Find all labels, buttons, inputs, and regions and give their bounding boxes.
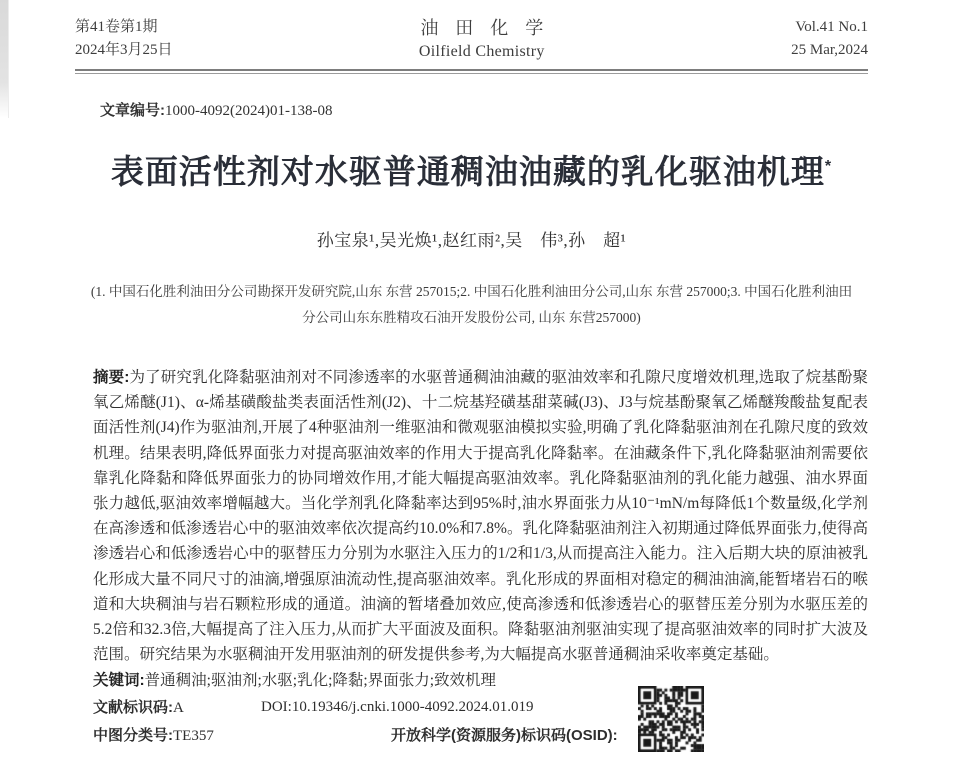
osid-label: 开放科学(资源服务)标识码(OSID): <box>391 727 618 745</box>
journal-vol-en: Vol.41 No.1 <box>795 19 868 35</box>
abstract-text: 为了研究乳化降黏驱油剂对不同渗透率的水驱普通稠油油藏的驱油效率和孔隙尺度增效机理,选取了烷基酚聚氧乙烯醚(J1)、α-烯基磺酸盐类表面活性剂(J2)、十二烷基羟磺基甜菜碱(J3)、J3与烷基酚聚氧乙烯醚羧酸盐复配表面活性剂(J4)作为驱油剂,开展了4种驱油剂一维驱油和微观驱油模拟实验,明确了乳化降黏驱油剂在孔隙尺度的致效机理。结果表明,降低界面张力对提高驱油效率的作用大于提高乳化降黏率。在油藏条件下,乳化降黏驱油剂需要依靠乳化降黏和降低界面张力的协同增效作用,才能大幅提高驱油效率。乳化降黏驱油剂的乳化能力越强、油水界面张力越低,驱油效率增幅越大。当化学剂乳化降黏率达到95%时,油水界面张力从10⁻¹mN/m每降低1个数量级,化学剂在高渗透和低渗透岩心中的驱油效率依次提高约10.0%和7.8%。乳化降黏驱油剂注入初期通过降低界面张力,使得高渗透岩心和低渗透岩心中的驱替压力分别为水驱注入压力的1/2和1/3,从而提高注入能力。注入后期大块的原油被乳化形成大量不同尺寸的油滴,增强原油流动性,提高驱油效率。乳化形成的界面相对稳定的稠油油滴,能暂堵岩石的喉道和大块稠油与岩石颗粒形成的通道。油滴的暂堵叠加效应,使高渗透和低渗透岩心的驱替压差分别为水驱压差的5.2倍和32.3倍,大幅提高了注入压力,从而扩大平面波及面积。降黏驱油剂驱油实现了提高驱油效率的同时扩大波及范围。研究结果为水驱稠油开发用驱油剂的研发提供参考,为大幅提高水驱普通稠油采收率奠定基础。 <box>93 369 868 664</box>
journal-date-cn: 2024年3月25日 <box>75 42 173 58</box>
keywords-text: 普通稠油;驱油剂;水驱;乳化;降黏;界面张力;致效机理 <box>144 672 497 690</box>
clc-label: 中图分类号: <box>93 727 173 745</box>
affiliation-line-1: (1. 中国石化胜利油田分公司勘探开发研究院,山东 东营 257015;2. 中国石化胜利油田分公司,山东 东营 257000;3. 中国石化胜利油田 <box>90 284 853 299</box>
clc-value: TE357 <box>173 728 214 745</box>
author-line: 孙宝泉¹,吴光焕¹,赵红雨²,吴 伟³,孙 超¹ <box>316 231 627 250</box>
journal-title-block <box>403 16 560 63</box>
meta-row-doccode-doi <box>93 695 868 721</box>
article-number-line <box>100 99 868 120</box>
header-rule-thick <box>75 69 868 71</box>
clc-cell <box>93 723 261 749</box>
journal-title-cn: 油田化学 <box>420 18 561 38</box>
journal-vol-block <box>791 16 868 62</box>
journal-issue-cn: 第41卷第1期 <box>75 19 158 35</box>
journal-title-en: Oilfield Chemistry <box>418 43 545 60</box>
doc-code-value: A <box>173 700 184 717</box>
doc-code-cell <box>93 695 261 721</box>
abstract-paragraph <box>93 365 868 667</box>
qr-code-image <box>638 686 704 752</box>
osid-qr-code <box>638 686 704 758</box>
abstract-block <box>93 365 868 749</box>
page-content <box>75 0 868 749</box>
header-rule-thin <box>75 73 868 74</box>
title-footnote-mark: * <box>824 158 833 175</box>
paper-title: 表面活性剂对水驱普通稠油油藏的乳化驱油机理* <box>110 153 833 190</box>
doi-value: 10.19346/j.cnki.1000-4092.2024.01.019 <box>291 699 534 716</box>
journal-issue-block <box>75 16 173 62</box>
doi-label: DOI: <box>261 699 292 716</box>
doi-cell <box>261 695 533 721</box>
doc-code-label: 文献标识码: <box>93 699 173 717</box>
meta-row-clc-osid <box>93 723 868 749</box>
abstract-label: 摘要: <box>93 369 130 386</box>
journal-header <box>75 0 868 66</box>
affiliation-line-2: 分公司山东东胜精攻石油开发股份公司, 山东 东营257000) <box>302 310 641 325</box>
page-scan-edge <box>0 0 9 118</box>
journal-date-en: 25 Mar,2024 <box>791 42 868 58</box>
article-number-value: 1000-4092(2024)01-138-08 <box>165 103 333 119</box>
keywords-line <box>93 668 868 693</box>
keywords-label: 关键词: <box>93 672 145 690</box>
affiliations <box>75 279 868 331</box>
article-number-label: 文章编号: <box>100 102 165 119</box>
